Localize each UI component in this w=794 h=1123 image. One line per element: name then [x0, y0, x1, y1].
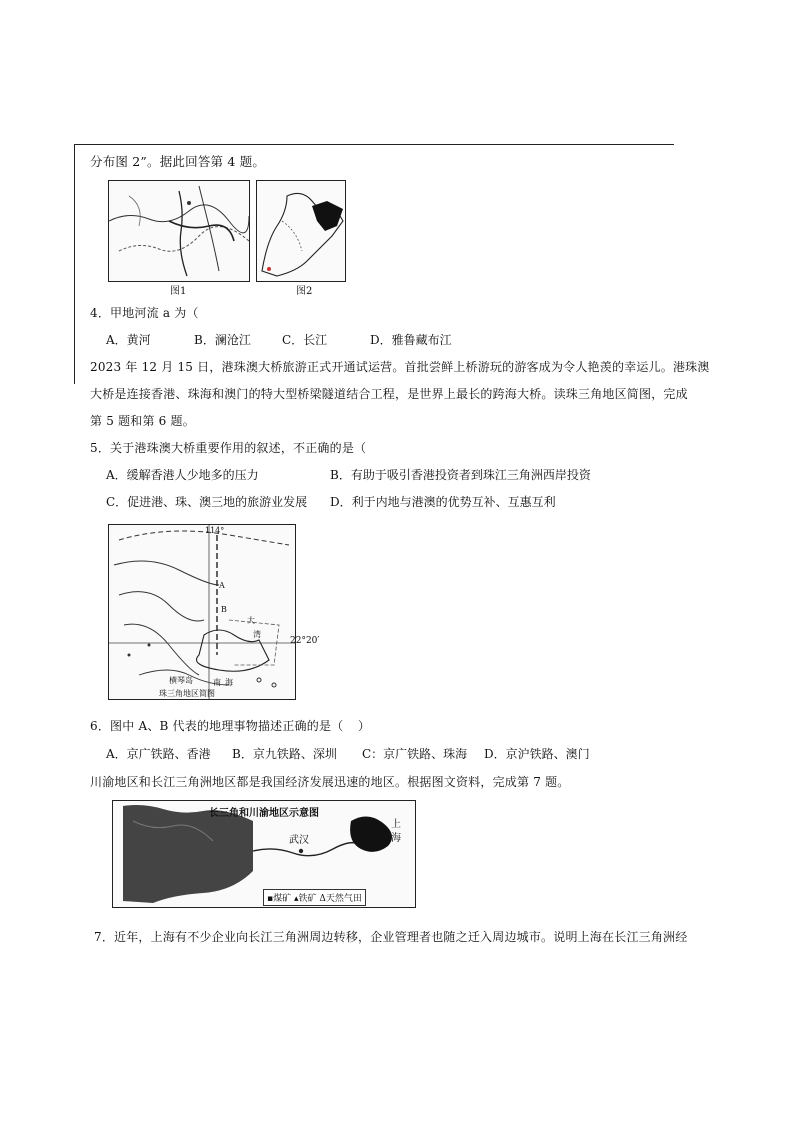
- left-margin-rule: [74, 144, 75, 384]
- q6-option-c: C：京广铁路、珠海: [362, 747, 468, 761]
- yrd-map: [112, 800, 416, 908]
- q5-option-d: D．利于内地与港澳的优势互补、互惠互利: [330, 495, 556, 509]
- figure-2-map: [256, 180, 346, 282]
- q5-option-b: B．有助于吸引香港投资者到珠江三角洲西岸投资: [330, 468, 591, 482]
- figure-1-caption: 图1: [170, 286, 187, 297]
- prd-map-caption: 珠三角地区简图: [159, 689, 215, 698]
- sea-label-2: 湾: [253, 630, 261, 639]
- passage-line-3: 第 5 题和第 6 题。: [90, 414, 195, 428]
- q6-option-a: A．京广铁路、香港: [106, 747, 211, 761]
- yrd-map-legend: ▪煤矿 ▴铁矿 Δ天然气田: [263, 889, 366, 906]
- q6-option-b: B．京九铁路、深圳: [232, 747, 337, 761]
- q6-paren-close: ）: [358, 719, 371, 733]
- top-rule: [74, 144, 674, 145]
- city-wuhan: 武汉: [289, 835, 309, 846]
- longitude-label: 114°: [205, 526, 225, 535]
- south-sea-label-2: 海: [225, 678, 233, 687]
- q4-option-b: B．澜沧江: [194, 333, 251, 347]
- figure-2-caption: 图2: [296, 286, 313, 297]
- latitude-label: 22°20′: [290, 636, 320, 646]
- q7-stem: 7．近年，上海有不少企业向长江三角洲周边转移，企业管理者也随之迁入周边城市。说明上海在长江三角洲经: [94, 930, 688, 944]
- sea-label-1: 大: [247, 616, 255, 625]
- point-a-label: A: [219, 581, 225, 590]
- passage-line-2: 大桥是连接香港、珠海和澳门的特大型桥梁隧道结合工程，是世界上最长的跨海大桥。读珠三角地区简图，完成: [90, 387, 688, 401]
- q6-stem: 6．图中 A、B 代表的地理事物描述正确的是（: [90, 719, 344, 733]
- point-b-label: B: [221, 605, 227, 614]
- island-label: 横琴岛: [169, 676, 193, 685]
- prd-map: [108, 524, 296, 700]
- q5-option-a: A．缓解香港人少地多的压力: [106, 468, 259, 482]
- q5-option-c: C．促进港、珠、澳三地的旅游业发展: [106, 495, 308, 509]
- q4-option-d: D．雅鲁藏布江: [370, 333, 452, 347]
- city-shanghai-1: 上: [391, 819, 401, 830]
- intro-q4: 分布图 2”。据此回答第 4 题。: [90, 154, 266, 169]
- passage-q7: 川渝地区和长江三角洲地区都是我国经济发展迅速的地区。根据图文资料，完成第 7 题。: [90, 775, 570, 789]
- south-sea-label-1: 南: [213, 678, 221, 687]
- city-shanghai-2: 海: [391, 833, 401, 844]
- q4-stem: 4．甲地河流 a 为（: [90, 306, 199, 320]
- q5-stem: 5．关于港珠澳大桥重要作用的叙述，不正确的是（: [90, 441, 367, 455]
- q4-option-a: A．黄河: [106, 333, 151, 347]
- yrd-map-title: 长三角和川渝地区示意图: [209, 808, 319, 819]
- passage-line-1: 2023 年 12 月 15 日，港珠澳大桥旅游正式开通试运营。首批尝鲜上桥游玩的游客成为令人艳羡的幸运儿。港珠澳: [90, 360, 710, 374]
- figure-1-map: [108, 180, 250, 282]
- q6-option-d: D．京沪铁路、澳门: [484, 747, 590, 761]
- q4-option-c: C．长江: [282, 333, 328, 347]
